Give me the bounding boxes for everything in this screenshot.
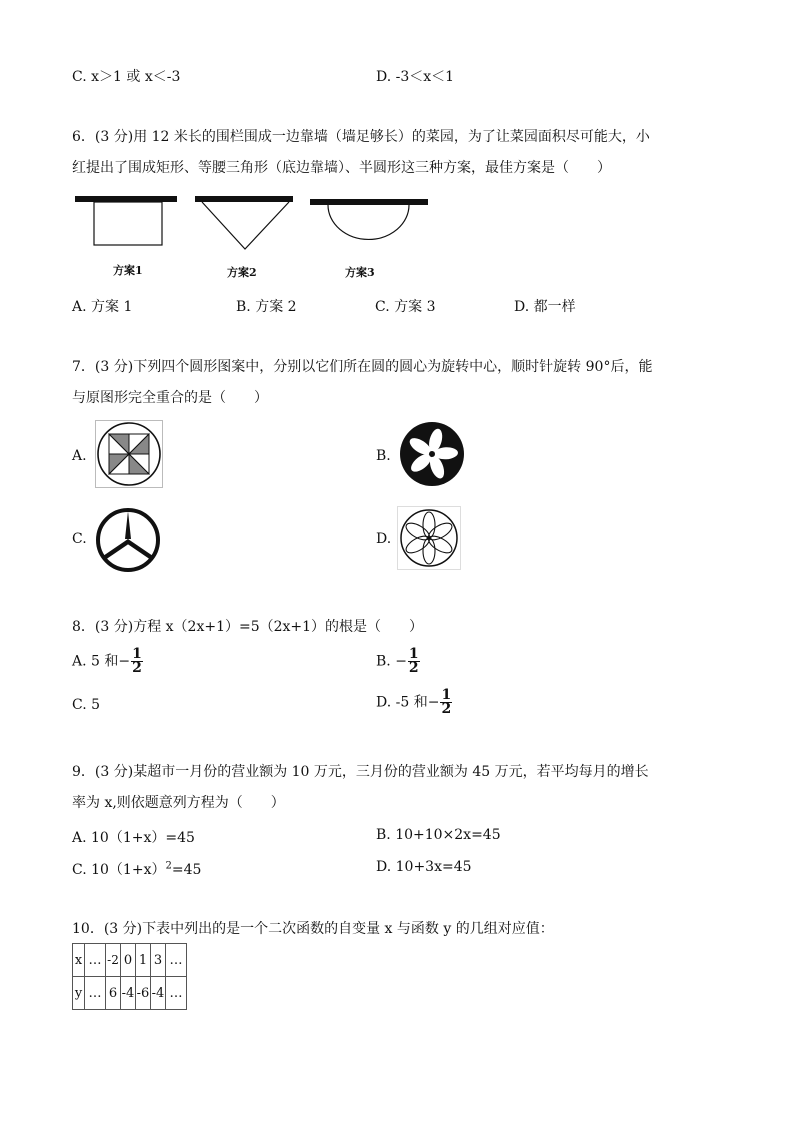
- q6-stem-line2: 红提出了围成矩形、等腰三角形（底边靠墙）、半圆形这三种方案，最佳方案是（ ）: [72, 160, 611, 176]
- scheme1-rectangle-figure: [75, 196, 177, 245]
- q8-option-d-text: D. -5 和−: [376, 694, 440, 711]
- q10-value-table: [72, 943, 187, 1010]
- bauhinia-flower-pattern-image[interactable]: [398, 420, 466, 488]
- q9-stem-line1: 9．(3 分)某超市一月份的营业额为 10 万元，三月份的营业额为 45 万元，若平均每月的增长: [72, 764, 649, 780]
- table-cell: …: [166, 944, 187, 977]
- q6-option-b[interactable]: B. 方案 2: [236, 299, 297, 315]
- table-row-y: [73, 977, 187, 1010]
- q6-option-d[interactable]: D. 都一样: [514, 299, 576, 315]
- q9-option-d[interactable]: D. 10+3x=45: [376, 859, 472, 875]
- q7-option-c-label[interactable]: C.: [72, 531, 87, 547]
- q9-option-c[interactable]: [72, 859, 201, 879]
- q9-stem-line2: 率为 x,则依题意列方程为（ ）: [72, 795, 285, 811]
- q7-option-b-label[interactable]: B.: [376, 448, 391, 464]
- table-cell: -4: [151, 977, 166, 1010]
- q7-option-d-label[interactable]: D.: [376, 531, 392, 547]
- table-cell: x: [73, 944, 85, 977]
- table-cell: 3: [151, 944, 166, 977]
- table-cell: y: [73, 977, 85, 1010]
- table-row-x: [73, 944, 187, 977]
- table-cell: …: [166, 977, 187, 1010]
- q8-option-d-fraction: $\frac{1}{2}$: [441, 687, 452, 717]
- table-cell: 1: [136, 944, 151, 977]
- three-pointed-star-pattern-image[interactable]: [94, 506, 162, 574]
- q8-option-b-fraction: $\frac{1}{2}$: [408, 646, 419, 676]
- scheme2-triangle-figure: [195, 196, 293, 249]
- q8-option-a-text: A. 5 和−: [72, 653, 131, 670]
- q9-option-b[interactable]: B. 10+10×2x=45: [376, 827, 501, 843]
- table-cell: …: [85, 977, 106, 1010]
- q8-option-a-fraction: $\frac{1}{2}$: [132, 646, 142, 676]
- q10-stem: 10．(3 分)下表中列出的是一个二次函数的自变量 x 与函数 y 的几组对应值：: [72, 921, 554, 937]
- q5-option-d[interactable]: D. -3＜x＜1: [376, 69, 455, 85]
- q8-option-a[interactable]: [72, 648, 143, 675]
- table-cell: -4: [121, 977, 136, 1010]
- six-petal-flower-pattern-image[interactable]: [397, 506, 461, 570]
- scheme3-label: 方案3: [345, 266, 375, 279]
- table-cell: 6: [106, 977, 121, 1010]
- q6-option-c[interactable]: C. 方案 3: [375, 299, 436, 315]
- scheme2-label: 方案2: [227, 266, 257, 279]
- table-cell: …: [85, 944, 106, 977]
- q6-stem-line1: 6．(3 分)用 12 米长的围栏围成一边靠墙（墙足够长）的菜园，为了让菜园面积尽可能大，小: [72, 129, 650, 145]
- q9-option-c-rhs: =45: [171, 862, 202, 878]
- q8-option-b-text: B. −: [376, 653, 407, 670]
- q7-stem-line1: 7．(3 分)下列四个圆形图案中，分别以它们所在圆的圆心为旋转中心，顺时针旋转 90°后，能: [72, 359, 653, 375]
- q8-stem: 8．(3 分)方程 x（2x+1）=5（2x+1）的根是（ ）: [72, 619, 424, 635]
- q6-scheme-figures: [70, 192, 440, 252]
- q9-option-a[interactable]: A. 10（1+x）=45: [72, 830, 195, 846]
- q7-option-a-label[interactable]: A.: [72, 448, 87, 464]
- table-cell: 0: [121, 944, 136, 977]
- scheme1-label: 方案1: [113, 264, 143, 277]
- table-cell: -6: [136, 977, 151, 1010]
- pinwheel-pattern-image[interactable]: [95, 420, 163, 488]
- q6-option-a[interactable]: A. 方案 1: [72, 299, 133, 315]
- q8-option-d[interactable]: [376, 689, 452, 716]
- scheme3-semicircle-figure: [310, 199, 428, 239]
- q8-option-c[interactable]: C. 5: [72, 697, 101, 713]
- table-cell: -2: [106, 944, 121, 977]
- q9-option-c-base: C. 10（1+x）: [72, 862, 166, 878]
- q7-stem-line2: 与原图形完全重合的是（ ）: [72, 390, 268, 406]
- q5-option-c[interactable]: C. x＞1 或 x＜-3: [72, 69, 181, 85]
- q8-option-b[interactable]: [376, 648, 420, 675]
- q9-option-c-exponent: 2: [165, 860, 172, 872]
